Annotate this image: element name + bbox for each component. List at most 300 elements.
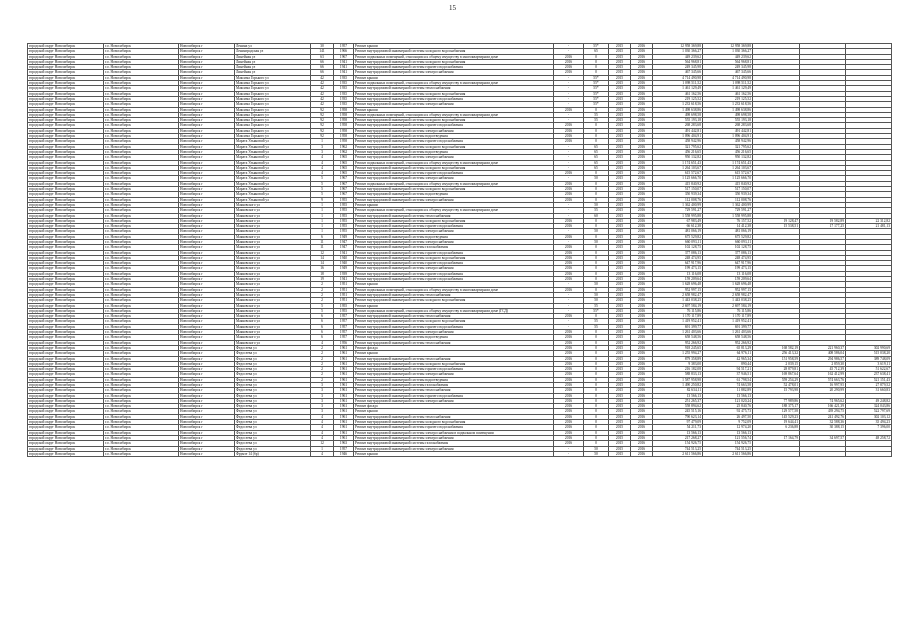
cell-house-number: 92 [311, 123, 334, 128]
cell-street: Федосеева ул [235, 377, 311, 382]
cell-wear-percent: 0 [584, 430, 609, 435]
cell-build-year: 1935 [334, 96, 354, 101]
cell-district: г.о. Новосибирск [104, 351, 179, 356]
cell-municipality: городской округ Новосибирск [28, 298, 104, 303]
cell-wear-percent: 0 [584, 420, 609, 425]
cell-plan-year: - [554, 292, 584, 297]
cell-cost-a: 52 478,01 [753, 383, 800, 388]
cell-build-year: 1935 [334, 102, 354, 107]
cell-start-year: 2015 [609, 314, 631, 319]
cell-municipality: городской округ Новосибирск [28, 282, 104, 287]
cell-plan-year: 2016 [554, 430, 584, 435]
cell-total-cost: 1 255 994,27 [653, 351, 703, 356]
cell-street: Маяковского ул [235, 308, 311, 313]
cell-street: Маяковского ул [235, 292, 311, 297]
cell-total-cost: 216 182,08 [653, 367, 703, 372]
cell-wear-percent: 0 [584, 271, 609, 276]
cell-end-year: 2016 [631, 102, 653, 107]
cell-build-year: 1961 [334, 377, 354, 382]
cell-settlement: Новосибирск г [179, 324, 235, 329]
cell-end-year: 2016 [631, 144, 653, 149]
cell-plan-year: - [554, 81, 584, 86]
cell-street: Маяковского ул [235, 202, 311, 207]
cell-plan-year: - [554, 102, 584, 107]
cell-street: Максима Горького ул [235, 128, 311, 133]
cell-work-type: Ремонт внутридомовой инженерной системы холодного водоснабжения [354, 91, 554, 96]
cell-cost-b: 30 388,15 [800, 425, 846, 430]
cell-district: г.о. Новосибирск [104, 118, 179, 123]
cell-start-year: 2015 [609, 420, 631, 425]
cell-house-number: 3 [311, 144, 334, 149]
cell-total-cost: 217 268,27 [653, 435, 703, 440]
cell-end-year: 2016 [631, 277, 653, 282]
cell-street: Маяковского ул [235, 282, 311, 287]
cell-start-year: 2015 [609, 287, 631, 292]
cell-cost-b: 17 177,25 [800, 224, 846, 229]
cell-end-year: 2016 [631, 451, 653, 456]
cell-district: г.о. Новосибирск [104, 155, 179, 160]
cell-wear-percent: 0 [584, 171, 609, 176]
cell-municipality: городской округ Новосибирск [28, 451, 104, 456]
cell-house-number: 9 [311, 197, 334, 202]
cell-municipality: городской округ Новосибирск [28, 44, 104, 49]
cell-start-year: 2015 [609, 118, 631, 123]
cell-district: г.о. Новосибирск [104, 171, 179, 176]
cell-cost-c: 27 879,52 [846, 383, 892, 388]
cell-house-number: 5 [311, 187, 334, 192]
cell-work-type: Ремонт внутридомовой инженерной системы электроснабжения [354, 102, 554, 107]
cell-settlement: Новосибирск г [179, 435, 235, 440]
cell-municipality: городской округ Новосибирск [28, 149, 104, 154]
cell-district: г.о. Новосибирск [104, 292, 179, 297]
cell-start-year: 2015 [609, 202, 631, 207]
cell-plan-year: - [554, 49, 584, 54]
cell-settlement: Новосибирск г [179, 107, 235, 112]
cell-wear-percent: 0 [584, 330, 609, 335]
cell-work-type: Ремонт внутридомовой инженерной системы горячего водоснабжения [354, 324, 554, 329]
cell-settlement: Новосибирск г [179, 208, 235, 213]
cell-end-year: 2016 [631, 361, 653, 366]
cell-build-year: 1940 [334, 261, 354, 266]
cell-build-year: 1961 [334, 435, 354, 440]
cell-total-cost: 1 264 103,67 [653, 165, 703, 170]
cell-plan-year: - [554, 176, 584, 181]
cell-house-number: 92 [311, 118, 334, 123]
cell-start-year: 2015 [609, 266, 631, 271]
cell-start-year: 2015 [609, 245, 631, 250]
cell-start-year: 2015 [609, 165, 631, 170]
cell-district: г.о. Новосибирск [104, 96, 179, 101]
cell-end-year: 2016 [631, 372, 653, 377]
cell-street: Маяковского ул [235, 298, 311, 303]
cell-work-type: Ремонт подвальных помещений, относящихся к общему имуществу в многоквартирном доме [354, 208, 554, 213]
cell-end-year: 2016 [631, 128, 653, 133]
cell-build-year: 1958 [334, 134, 354, 139]
cell-cost-regional: 449 239,62 [703, 54, 753, 59]
cell-cost-c: 48 258,72 [846, 435, 892, 440]
cell-municipality: городской округ Новосибирск [28, 245, 104, 250]
cell-start-year: 2015 [609, 128, 631, 133]
cell-end-year: 2016 [631, 187, 653, 192]
cell-settlement: Новосибирск г [179, 54, 235, 59]
cell-settlement: Новосибирск г [179, 144, 235, 149]
cell-end-year: 2016 [631, 234, 653, 239]
cell-wear-percent: 0 [584, 255, 609, 260]
cell-start-year: 2015 [609, 255, 631, 260]
cell-street: Марата Ульяновой ул [235, 171, 311, 176]
cell-end-year: 2016 [631, 388, 653, 393]
cell-plan-year: - [554, 324, 584, 329]
cell-start-year: 2015 [609, 298, 631, 303]
cell-municipality: городской округ Новосибирск [28, 324, 104, 329]
cell-start-year: 2015 [609, 430, 631, 435]
cell-total-cost: 159 209,64 [653, 277, 703, 282]
cell-end-year: 2016 [631, 271, 653, 276]
cell-total-cost: 691 399,77 [653, 324, 703, 329]
cell-settlement: Новосибирск г [179, 361, 235, 366]
cell-total-cost: 729 591,27 [653, 208, 703, 213]
cell-work-type: Ремонт подвальных помещений, относящихся к общему имуществу в многоквартирном доме [354, 54, 554, 59]
cell-start-year: 2015 [609, 398, 631, 403]
cell-total-cost: 517 150,07 [653, 187, 703, 192]
cell-municipality: городской округ Новосибирск [28, 351, 104, 356]
cell-end-year: 2016 [631, 245, 653, 250]
cell-cost-regional: 647 917,96 [703, 261, 753, 266]
cell-build-year: 1935 [334, 86, 354, 91]
cell-street: Маяковского ул [235, 224, 311, 229]
cell-cost-regional: 675 529,82 [703, 234, 753, 239]
cell-build-year: 1951 [334, 292, 354, 297]
cell-district: г.о. Новосибирск [104, 187, 179, 192]
cell-house-number: 4 [311, 425, 334, 430]
cell-wear-percent: 0 [584, 192, 609, 197]
cell-house-number: 63 [311, 54, 334, 59]
cell-cost-c: 35 494,23 [846, 420, 892, 425]
cell-house-number: 3 [311, 398, 334, 403]
cell-cost-c: 324 043,86 [846, 404, 892, 409]
cell-end-year: 2016 [631, 155, 653, 160]
cell-work-type: Ремонт крыши [354, 75, 554, 80]
cell-house-number: 4 [311, 430, 334, 435]
cell-cost-c: 522 797,69 [846, 409, 892, 414]
cell-cost-a: 2 039,15 [753, 361, 800, 366]
cell-work-type: Ремонт внутридомовой инженерной системы теплоснабжения [354, 292, 554, 297]
cell-street: Маяковского ул [235, 229, 311, 234]
cell-start-year: 2015 [609, 388, 631, 393]
cell-start-year: 2015 [609, 383, 631, 388]
cell-total-cost: 879 358,89 [653, 356, 703, 361]
cell-work-type: Ремонт внутридомовой инженерной системы электроснабжения [354, 229, 554, 234]
cell-plan-year: 2016 [554, 234, 584, 239]
cell-total-cost: 12 958 369,88 [653, 44, 703, 49]
cell-cost-regional: 1 125 666,70 [703, 176, 753, 181]
cell-end-year: 2016 [631, 414, 653, 419]
cell-work-type: Ремонт внутридомовой инженерной системы горячего водоснабжения [354, 261, 554, 266]
cell-cost-c: 21 481,13 [846, 224, 892, 229]
cell-build-year: 1958 [334, 139, 354, 144]
cell-street: Максима Горького ул [235, 86, 311, 91]
cell-district: г.о. Новосибирск [104, 70, 179, 75]
cell-total-cost: 1 419 952,41 [653, 319, 703, 324]
cell-district: г.о. Новосибирск [104, 192, 179, 197]
cell-municipality: городской округ Новосибирск [28, 107, 104, 112]
cell-work-type: Ремонт внутридомовой инженерной системы холодного водоснабжения [354, 49, 554, 54]
cell-total-cost: 647 917,96 [653, 261, 703, 266]
cell-cost-regional: 159 209,64 [703, 277, 753, 282]
cell-street: Маяковского ул [235, 330, 311, 335]
cell-district: г.о. Новосибирск [104, 250, 179, 255]
cell-build-year: 1957 [334, 324, 354, 329]
cell-settlement: Новосибирск г [179, 229, 235, 234]
cell-build-year: 1965 [334, 160, 354, 165]
cell-settlement: Новосибирск г [179, 128, 235, 133]
cell-street: Маяковского ул [235, 303, 311, 308]
cell-work-type: Ремонт внутридомовой инженерной системы холодного водоснабжения [354, 420, 554, 425]
cell-end-year: 2016 [631, 81, 653, 86]
cell-cost-regional: 1 498 638,86 [703, 107, 753, 112]
cell-total-cost: 675 529,82 [653, 234, 703, 239]
cell-work-type: Ремонт внутридомовой инженерной системы горячего водоснабжения [354, 96, 554, 101]
cell-total-cost: 558 894,62 [653, 404, 703, 409]
cell-wear-percent: 0 [584, 224, 609, 229]
cell-district: г.о. Новосибирск [104, 277, 179, 282]
cell-street: Федосеева ул [235, 441, 311, 446]
cell-wear-percent: 55 [584, 319, 609, 324]
cell-street: Маяковского ул [235, 213, 311, 218]
cell-build-year: 1966 [334, 49, 354, 54]
cell-settlement: Новосибирск г [179, 388, 235, 393]
cell-settlement: Новосибирск г [179, 187, 235, 192]
cell-cost-b: 166 421,39 [800, 404, 846, 409]
cell-district: г.о. Новосибирск [104, 383, 179, 388]
cell-build-year: 1965 [334, 155, 354, 160]
cell-end-year: 2016 [631, 86, 653, 91]
cell-total-cost: 199 473,15 [653, 266, 703, 271]
cell-end-year: 2016 [631, 430, 653, 435]
cell-cost-regional: 94 517,21 [703, 367, 753, 372]
cell-municipality: городской округ Новосибирск [28, 292, 104, 297]
cell-cost-c: 31 660,83 [846, 388, 892, 393]
cell-wear-percent: 0 [584, 181, 609, 186]
cell-cost-regional: 9 752,09 [703, 420, 753, 425]
cell-district: г.о. Новосибирск [104, 319, 179, 324]
cell-work-type: Ремонт внутридомовой инженерной системы горячего водоснабжения [354, 65, 554, 70]
cell-build-year: 1961 [334, 393, 354, 398]
cell-work-type: Ремонт подвальных помещений, относящихся к общему имуществу в многоквартирном доме [354, 181, 554, 186]
cell-build-year: 1961 [334, 361, 354, 366]
cell-settlement: Новосибирск г [179, 176, 235, 181]
cell-end-year: 2016 [631, 44, 653, 49]
cell-work-type: Ремонт внутридомовой инженерной системы газоснабжения [354, 245, 554, 250]
cell-settlement: Новосибирск г [179, 351, 235, 356]
cell-settlement: Новосибирск г [179, 266, 235, 271]
cell-cost-regional: 952 997,15 [703, 287, 753, 292]
cell-plan-year: 2016 [554, 255, 584, 260]
cell-work-type: Ремонт фасада [354, 345, 554, 350]
cell-municipality: городской округ Новосибирск [28, 388, 104, 393]
cell-district: г.о. Новосибирск [104, 372, 179, 377]
cell-district: г.о. Новосибирск [104, 314, 179, 319]
cell-end-year: 2016 [631, 59, 653, 64]
cell-cost-a: 6 236,88 [753, 425, 800, 430]
cell-total-cost: 660 093,11 [653, 239, 703, 244]
cell-district: г.о. Новосибирск [104, 287, 179, 292]
cell-cost-regional: 154 926,75 [703, 441, 753, 446]
cell-start-year: 2015 [609, 75, 631, 80]
cell-end-year: 2016 [631, 224, 653, 229]
cell-district: г.о. Новосибирск [104, 425, 179, 430]
cell-district: г.о. Новосибирск [104, 356, 179, 361]
cell-settlement: Новосибирск г [179, 86, 235, 91]
cell-total-cost: 1 098 511,52 [653, 81, 703, 86]
cell-start-year: 2015 [609, 261, 631, 266]
cell-cost-regional: 2 658 982,47 [703, 292, 753, 297]
cell-street: Федосеева ул [235, 345, 311, 350]
cell-wear-percent: 50 [584, 446, 609, 451]
cell-district: г.о. Новосибирск [104, 81, 179, 86]
cell-wear-percent: 50 [584, 292, 609, 297]
cell-cost-regional: 25 840,76 [703, 404, 753, 409]
cell-municipality: городской округ Новосибирск [28, 446, 104, 451]
cell-settlement: Новосибирск г [179, 155, 235, 160]
cell-start-year: 2015 [609, 86, 631, 91]
cell-start-year: 2015 [609, 250, 631, 255]
cell-end-year: 2016 [631, 107, 653, 112]
cell-start-year: 2015 [609, 139, 631, 144]
cell-work-type: Ремонт крыши [354, 44, 554, 49]
cell-street: Федосеева ул [235, 420, 311, 425]
cell-work-type: Ремонт внутридомовой инженерной системы горячего водоснабжения [354, 224, 554, 229]
cell-plan-year: - [554, 282, 584, 287]
cell-settlement: Новосибирск г [179, 303, 235, 308]
cell-district: г.о. Новосибирск [104, 398, 179, 403]
cell-cost-a: 145 529,23 [753, 414, 800, 419]
cell-municipality: городской округ Новосибирск [28, 430, 104, 435]
cell-street: Маяковского ул [235, 239, 311, 244]
cell-wear-percent: 55 [584, 208, 609, 213]
cell-cost-regional: 729 591,27 [703, 208, 753, 213]
cell-street: Линейная ул [235, 65, 311, 70]
cell-cost-b: 32 588,36 [800, 420, 846, 425]
cell-start-year: 2015 [609, 234, 631, 239]
cell-settlement: Новосибирск г [179, 165, 235, 170]
cell-house-number: 4 [311, 165, 334, 170]
cell-work-type: Ремонт внутридомовой инженерной системы холодного водоснабжения [354, 298, 554, 303]
cell-municipality: городской округ Новосибирск [28, 202, 104, 207]
cell-municipality: городской округ Новосибирск [28, 271, 104, 276]
cell-total-cost: 97 479,09 [653, 420, 703, 425]
cell-plan-year: 2016 [554, 330, 584, 335]
cell-settlement: Новосибирск г [179, 393, 235, 398]
cell-cost-c: 3 619,11 [846, 361, 892, 366]
cell-plan-year: 2016 [554, 134, 584, 139]
cell-cost-regional: 13 116,08 [703, 271, 753, 276]
cell-work-type: Ремонт крыши [354, 282, 554, 287]
cell-end-year: 2016 [631, 377, 653, 382]
cell-street: Максима Горького ул [235, 81, 311, 86]
cell-cost-regional: 950 132,82 [703, 155, 753, 160]
cell-end-year: 2016 [631, 112, 653, 117]
cell-work-type: Ремонт внутридомовой инженерной системы электроснабжения [354, 266, 554, 271]
cell-cost-regional: 14 412,38 [703, 224, 753, 229]
cell-work-type: Ремонт внутридомовой инженерной системы водоотведения [354, 149, 554, 154]
cell-end-year: 2016 [631, 351, 653, 356]
cell-street: Маяковского ул [235, 261, 311, 266]
cell-work-type: Ремонт внутридомовой инженерной системы горячего водоснабжения [354, 367, 554, 372]
cell-house-number: 42 [311, 91, 334, 96]
cell-municipality: городской округ Новосибирск [28, 187, 104, 192]
cell-wear-percent: 0 [584, 372, 609, 377]
cell-district: г.о. Новосибирск [104, 65, 179, 70]
cell-municipality: городской округ Новосибирск [28, 340, 104, 345]
cell-cost-regional: 1 030 366,27 [703, 49, 753, 54]
cell-cost-regional: 458 942,96 [703, 139, 753, 144]
cell-house-number: 30 [311, 44, 334, 49]
cell-municipality: городской округ Новосибирск [28, 128, 104, 133]
cell-district: г.о. Новосибирск [104, 308, 179, 313]
cell-street: Маяковского ул [235, 266, 311, 271]
cell-end-year: 2016 [631, 255, 653, 260]
cell-plan-year: - [554, 96, 584, 101]
cell-cost-b: 16 997,95 [800, 383, 846, 388]
cell-start-year: 2015 [609, 277, 631, 282]
cell-district: г.о. Новосибирск [104, 441, 179, 446]
cell-house-number: 3 [311, 409, 334, 414]
cell-build-year: 1963 [334, 441, 354, 446]
cell-work-type: Ремонт подвальных помещений, относящихся к общему имуществу в многоквартирном доме [354, 160, 554, 165]
cell-wear-percent: 55* [584, 91, 609, 96]
cell-cost-b: 34 697,57 [800, 435, 846, 440]
cell-street: Федосеева ул [235, 398, 311, 403]
cell-work-type: Ремонт подвальных помещений, относящихся к общему имуществу в многоквартирном доме [354, 81, 554, 86]
cell-work-type: Ремонт подвальных помещений, относящихся к общему имуществу в многоквартирном доме (ГСД) [354, 308, 554, 313]
cell-build-year: 1965 [334, 171, 354, 176]
cell-wear-percent: 55* [584, 44, 609, 49]
cell-end-year: 2016 [631, 330, 653, 335]
cell-work-type: Ремонт внутридомовой инженерной системы горячего водоснабжения [354, 171, 554, 176]
cell-end-year: 2016 [631, 213, 653, 218]
cell-street: Ленина ул [235, 44, 311, 49]
cell-plan-year: - [554, 202, 584, 207]
cell-work-type: Ремонт внутридомовой инженерной системы электроснабжения [354, 239, 554, 244]
cell-start-year: 2015 [609, 49, 631, 54]
cell-house-number: 92 [311, 107, 334, 112]
cell-wear-percent: 0 [584, 356, 609, 361]
cell-district: г.о. Новосибирск [104, 404, 179, 409]
cell-cost-b: 19 582,89 [800, 218, 846, 223]
cell-municipality: городской округ Новосибирск [28, 165, 104, 170]
cell-house-number: 2 [311, 287, 334, 292]
cell-wear-percent: 55 [584, 303, 609, 308]
cell-district: г.о. Новосибирск [104, 345, 179, 350]
cell-house-number: 5 [311, 303, 334, 308]
cell-cost-regional: 2 697 584,19 [703, 303, 753, 308]
cell-cost-b [800, 451, 846, 456]
cell-work-type: Ремонт внутридомовой инженерной системы электроснабжения [354, 435, 554, 440]
cell-cost-c: 7 396,00 [846, 425, 892, 430]
cell-settlement: Новосибирск г [179, 287, 235, 292]
cell-cost-c: 521 151,43 [846, 377, 892, 382]
cell-end-year: 2016 [631, 171, 653, 176]
cell-settlement: Новосибирск г [179, 409, 235, 414]
cell-house-number: 92 [311, 134, 334, 139]
cell-house-number: 5 [311, 192, 334, 197]
cell-settlement: Новосибирск г [179, 308, 235, 313]
cell-build-year: 1961 [334, 404, 354, 409]
cell-plan-year: 2016 [554, 345, 584, 350]
cell-cost-b: 2 859,30 [800, 361, 846, 366]
cell-start-year: 2015 [609, 404, 631, 409]
